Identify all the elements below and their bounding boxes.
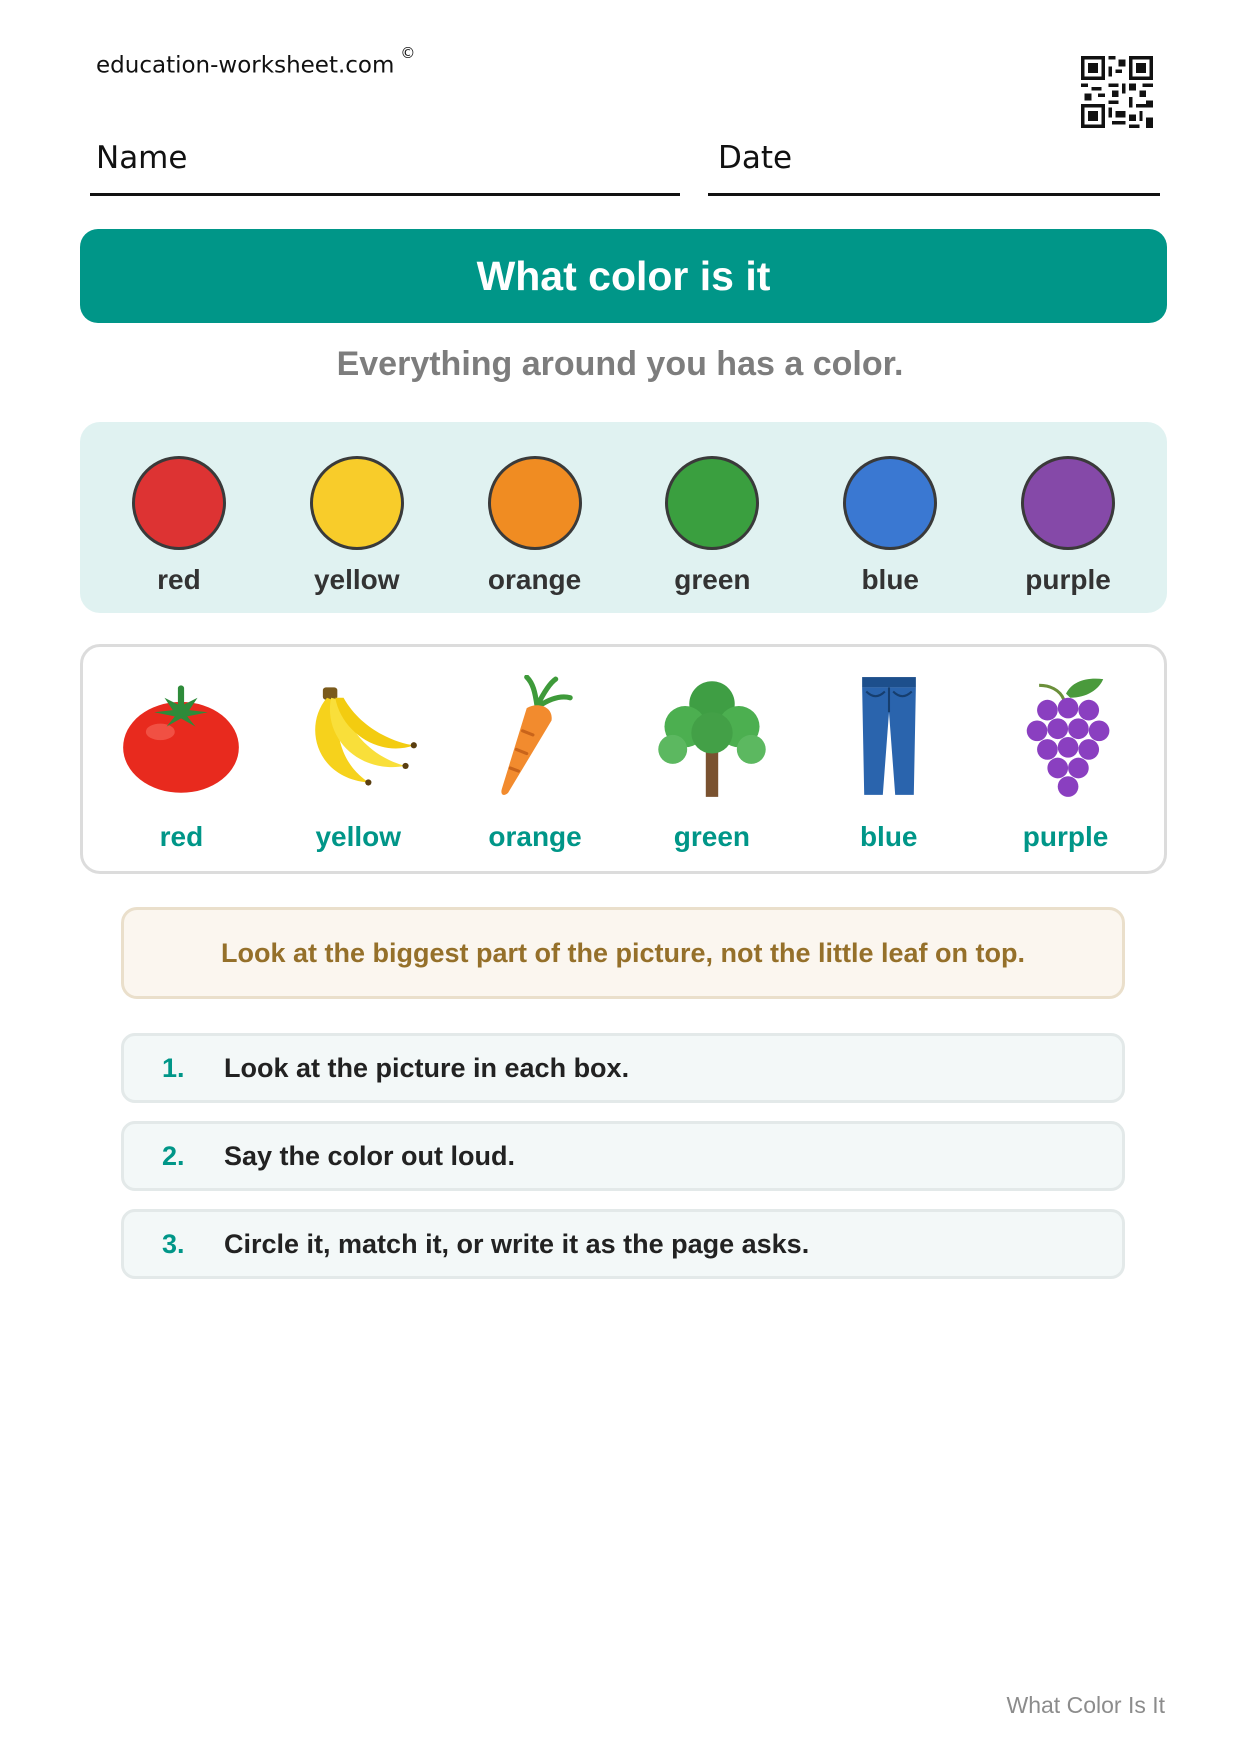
site-name xyxy=(96,44,416,79)
banana-icon xyxy=(296,675,420,799)
swatch-purple xyxy=(983,422,1153,596)
copyright-mark: © xyxy=(400,44,416,62)
step-number: 2. xyxy=(162,1140,185,1171)
date-field[interactable] xyxy=(708,140,1160,196)
swatch-row xyxy=(80,422,1167,596)
swatch-label: yellow xyxy=(313,564,400,595)
site-name-text: education-worksheet.com xyxy=(96,52,395,79)
swatch-label: orange xyxy=(487,564,582,595)
tip-text: Look at the biggest part of the picture, not the little leaf on top. xyxy=(220,937,1025,968)
picture-label: yellow xyxy=(315,821,402,852)
swatch-label: blue xyxy=(861,564,919,595)
picture-label: green xyxy=(673,821,751,852)
step-text: Circle it, match it, or write it as the page asks. xyxy=(224,1228,810,1259)
swatch-green xyxy=(627,422,797,596)
orange-circle-icon xyxy=(488,456,582,550)
blue-circle-icon xyxy=(843,456,937,550)
swatch-orange xyxy=(450,422,620,596)
name-label: Name xyxy=(96,140,188,176)
swatch-blue xyxy=(805,422,975,596)
red-circle-icon xyxy=(132,456,226,550)
picture-label: red xyxy=(159,821,204,852)
picture-blue xyxy=(804,647,974,853)
picture-yellow xyxy=(273,647,443,853)
tomato-icon xyxy=(119,675,243,799)
picture-label: purple xyxy=(1022,821,1109,852)
yellow-circle-icon xyxy=(310,456,404,550)
picture-purple xyxy=(981,647,1151,853)
step-item xyxy=(121,1209,1125,1279)
purple-circle-icon xyxy=(1021,456,1115,550)
tip-box xyxy=(121,907,1125,999)
date-label: Date xyxy=(718,140,793,176)
carrot-icon xyxy=(473,675,597,799)
step-number: 3. xyxy=(162,1228,185,1259)
picture-label: orange xyxy=(488,821,582,852)
picture-green xyxy=(627,647,797,853)
swatch-label: green xyxy=(674,564,751,595)
step-item xyxy=(121,1121,1125,1191)
title-banner xyxy=(80,229,1167,323)
swatch-yellow xyxy=(272,422,442,596)
step-number: 1. xyxy=(162,1052,185,1083)
picture-orange xyxy=(450,647,620,853)
picture-red xyxy=(96,647,266,853)
picture-panel xyxy=(80,644,1167,874)
name-field[interactable] xyxy=(90,140,680,196)
swatch-label: red xyxy=(157,564,201,595)
picture-label: blue xyxy=(859,821,918,852)
picture-row xyxy=(83,647,1164,853)
page-title: What color is it xyxy=(476,252,771,299)
jeans-icon xyxy=(827,675,951,799)
color-swatch-panel xyxy=(80,422,1167,613)
swatch-label: purple xyxy=(1025,564,1111,595)
swatch-red xyxy=(94,422,264,596)
page-subtitle: Everything around you has a color. xyxy=(336,345,904,383)
green-circle-icon xyxy=(665,456,759,550)
qr-code-icon xyxy=(1081,56,1153,128)
grapes-icon xyxy=(1004,675,1128,799)
footer-title: What Color Is It xyxy=(1006,1692,1165,1718)
tree-icon xyxy=(650,675,774,799)
step-text: Say the color out loud. xyxy=(224,1140,516,1171)
step-text: Look at the picture in each box. xyxy=(224,1052,630,1083)
step-item xyxy=(121,1033,1125,1103)
